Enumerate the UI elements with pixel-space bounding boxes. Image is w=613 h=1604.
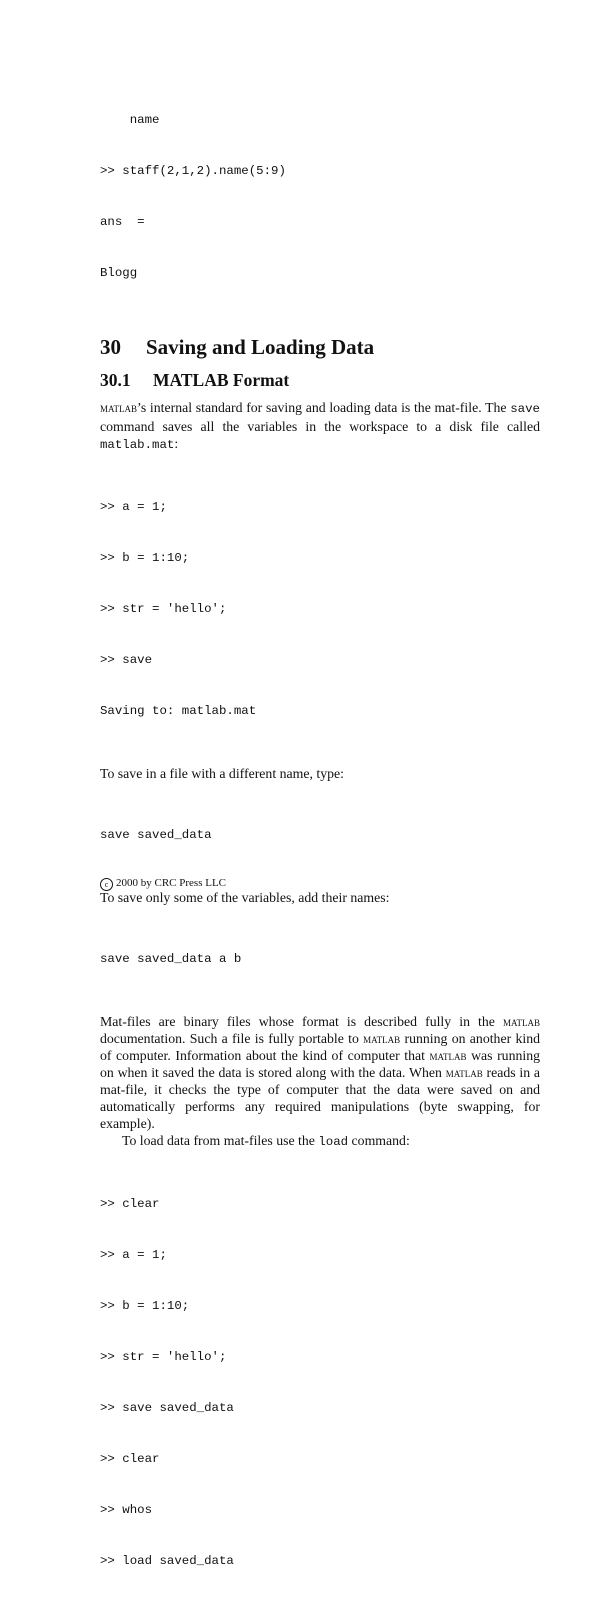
section-title: Saving and Loading Data	[146, 335, 375, 359]
code-line: save saved_data	[100, 828, 212, 842]
paragraph-load	[100, 1132, 540, 1151]
code-line: >> staff(2,1,2).name(5:9)	[100, 164, 286, 178]
code-block-top	[100, 78, 540, 316]
code-block-load	[100, 1162, 540, 1604]
code-line: >> a = 1;	[100, 1248, 167, 1262]
section-number: 30	[100, 335, 121, 359]
code-line: ans =	[100, 215, 145, 229]
section-heading	[100, 335, 540, 359]
copyright-text: 2000 by CRC Press LLC	[116, 877, 227, 889]
matlab-name: matlab	[502, 1014, 540, 1029]
matlab-name: matlab	[100, 400, 138, 415]
text-run: command:	[348, 1133, 410, 1148]
matlab-name: matlab	[445, 1065, 483, 1080]
subsection-title: MATLAB Format	[153, 370, 290, 390]
code-line: >> clear	[100, 1452, 160, 1466]
code-line: Blogg	[100, 266, 138, 280]
text-run: running on another kind of computer. Information about the kind of computer that	[100, 1031, 540, 1063]
subsection-heading	[100, 369, 540, 391]
text-run: Mat-files are binary files whose format is described fully in the	[100, 1014, 503, 1029]
subsection-number: 30.1	[100, 370, 131, 390]
code-term: load	[318, 1135, 349, 1149]
code-line: save saved_data a b	[100, 952, 242, 966]
text-run: :	[174, 436, 179, 451]
code-line: name	[100, 113, 160, 127]
document-page	[100, 78, 540, 1604]
text-run: documentation. Such a file is fully portable to	[100, 1031, 364, 1046]
code-line: >> str = 'hello';	[100, 602, 227, 616]
code-line: >> a = 1;	[100, 500, 167, 514]
text-run: reads in a mat-file, it checks the type of computer that the data were saved on and automatically performs any required manipulations (byte swapping, for example).	[100, 1065, 540, 1131]
copyright-icon: c	[100, 878, 113, 891]
text-run: To load data from mat-files use the	[122, 1133, 319, 1148]
code-line: >> save saved_data	[100, 1401, 234, 1415]
code-line: >> clear	[100, 1197, 160, 1211]
page-footer	[100, 877, 226, 891]
matlab-name: matlab	[429, 1048, 467, 1063]
text-run: command saves all the variables in the workspace to a disk file called	[100, 419, 540, 434]
code-line: Saving to: matlab.mat	[100, 704, 257, 718]
code-line: >> b = 1:10;	[100, 1299, 190, 1313]
code-block-save	[100, 465, 540, 754]
code-term: matlab.mat	[100, 438, 175, 452]
code-line: >> whos	[100, 1503, 153, 1517]
code-block-save-some	[100, 917, 540, 1002]
code-line: >> str = 'hello';	[100, 1350, 227, 1364]
code-block-save-name	[100, 793, 540, 878]
code-line: >> save	[100, 653, 153, 667]
paragraph-save-name: To save in a file with a different name, type:	[100, 766, 344, 781]
matlab-name: matlab	[363, 1031, 401, 1046]
text-run: ’s internal standard for saving and loading data is the mat-file. The	[137, 400, 511, 415]
text-run: was running on when it saved the data is stored along with the data. When	[100, 1048, 541, 1080]
paragraph-save-some: To save only some of the variables, add their names:	[100, 890, 390, 905]
paragraph-intro	[100, 399, 540, 454]
paragraph-matfiles	[100, 1013, 540, 1132]
code-line: >> load saved_data	[100, 1554, 234, 1568]
code-term: save	[510, 402, 540, 416]
code-line: >> b = 1:10;	[100, 551, 190, 565]
